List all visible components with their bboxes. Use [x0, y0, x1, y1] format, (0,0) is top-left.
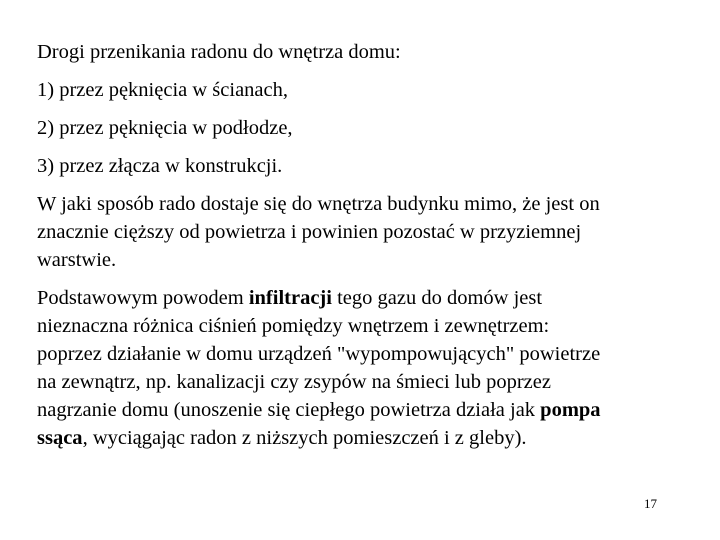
list-item-label: 1) przez pęknięcia w ścianach,: [37, 79, 288, 101]
answer-text: Podstawowym powodem: [37, 287, 249, 309]
answer-line: [37, 424, 702, 452]
list-item-label: 3) przez złącza w konstrukcji.: [37, 155, 283, 177]
answer-paragraph: [37, 284, 702, 452]
answer-line: nieznaczna różnica ciśnień pomiędzy wnętrzem i zewnętrzem:: [37, 315, 550, 337]
answer-line: na zewnątrz, np. kanalizacji czy zsypów na śmieci lub poprzez: [37, 371, 551, 393]
answer-line: poprzez działanie w domu urządzeń "wypompowujących" powietrze: [37, 343, 601, 365]
list-item: [37, 76, 702, 104]
term-ssaca: ssąca: [37, 427, 83, 449]
answer-line: [37, 396, 702, 424]
term-pompa: pompa: [540, 399, 601, 421]
intro-text: [37, 38, 702, 66]
term-infiltracji: infiltracji: [248, 287, 332, 309]
answer-text: nagrzanie domu (unoszenie się ciepłego powietrza działa jak: [37, 399, 541, 421]
list-item-label: 2) przez pęknięcia w podłodze,: [37, 117, 293, 139]
answer-line: [37, 284, 702, 312]
question-line: W jaki sposób rado dostaje się do wnętrza budynku mimo, że jest on: [37, 193, 600, 215]
question-line: warstwie.: [37, 249, 117, 271]
list-item: [37, 114, 702, 142]
answer-text: , wyciągając radon z niższych pomieszczeń i z gleby).: [82, 427, 527, 449]
intro-line: Drogi przenikania radonu do wnętrza domu:: [37, 41, 401, 63]
question-line: znacznie cięższy od powietrza i powinien pozostać w przyziemnej: [37, 221, 582, 243]
list-item: [37, 152, 702, 180]
slide-body: [37, 38, 702, 462]
page-number: 17: [644, 496, 657, 511]
question-paragraph: [37, 190, 702, 274]
answer-text: tego gazu do domów jest: [331, 287, 543, 309]
